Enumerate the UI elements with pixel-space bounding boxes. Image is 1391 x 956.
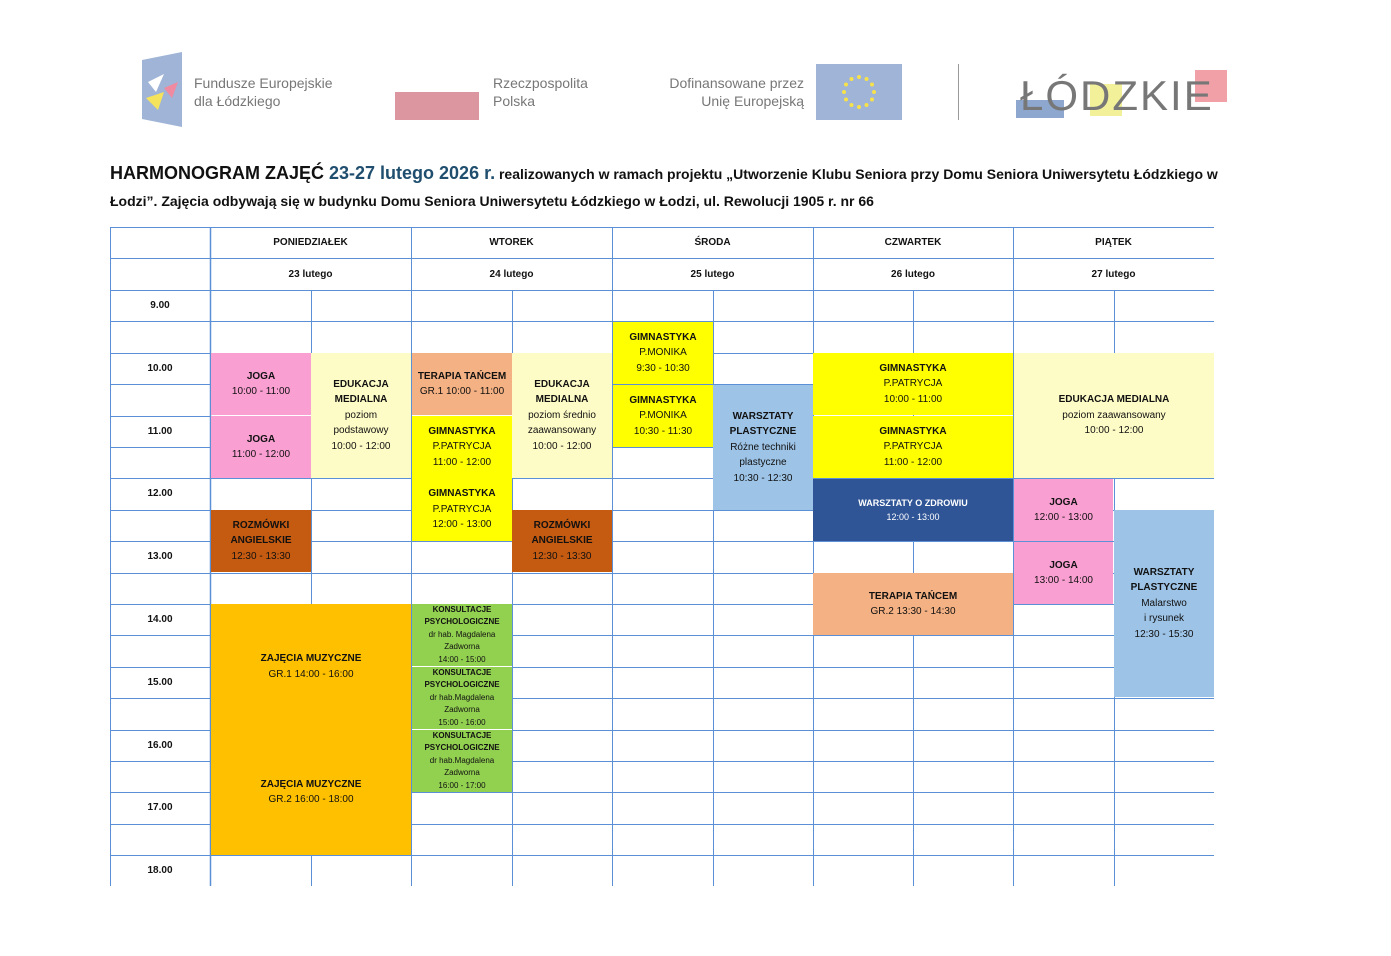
day-header-monday: PONIEDZIAŁEK — [273, 237, 348, 248]
event-rozmowki-tue: ROZMÓWKI ANGIELSKIE 12:30 - 13:30 — [512, 510, 612, 572]
time-label: 15.00 — [147, 677, 173, 688]
rp-line2: Polska — [493, 93, 536, 109]
lodzkie-logo — [1016, 64, 1226, 120]
date-friday: 27 lutego — [1091, 268, 1136, 280]
time-label: 11.00 — [147, 426, 173, 437]
time-label: 13.00 — [147, 551, 173, 562]
rp-line1: Rzeczpospolita — [493, 75, 588, 91]
date-wednesday: 25 lutego — [690, 268, 735, 280]
date-monday: 23 lutego — [288, 268, 333, 280]
event-gimnastyka-wed-1: GIMNASTYKA P.MONIKA 9:30 - 10:30 — [613, 322, 713, 384]
time-label: 10.00 — [147, 363, 173, 374]
day-header-tuesday: WTOREK — [489, 237, 534, 248]
rzeczpospolita-text — [493, 74, 588, 110]
event-konsultacje-3: KONSULTACJE PSYCHOLOGICZNE dr hab.Magdalena Zadworna 16:00 - 17:00 — [412, 730, 512, 792]
event-muzyczne-gr2: ZAJĘCIA MUZYCZNE GR.2 16:00 - 18:00 — [211, 729, 411, 855]
fundusze-europejskie-text — [194, 74, 333, 110]
event-konsultacje-1: KONSULTACJE PSYCHOLOGICZNE dr hab. Magdalena Zadworna 14:00 - 15:00 — [412, 604, 512, 666]
date-thursday: 26 lutego — [891, 268, 935, 280]
time-label: 12.00 — [147, 488, 173, 499]
event-warsztaty-plastyczne-wed: WARSZTATY PLASTYCZNE Różne techniki plastyczne 10:30 - 12:30 — [713, 385, 813, 510]
title-dates: 23-27 lutego 2026 r. — [329, 163, 496, 183]
time-label: 14.00 — [147, 614, 173, 625]
eu-line1: Dofinansowane przez — [669, 75, 804, 91]
event-muzyczne-gr1: ZAJĘCIA MUZYCZNE GR.1 14:00 - 16:00 — [211, 604, 411, 729]
event-gimnastyka-thu-1: GIMNASTYKA P.PATRYCJA 10:00 - 11:00 — [813, 353, 1013, 415]
event-warsztaty-zdrowie: WARSZTATY O ZDROWIU 12:00 - 13:00 — [813, 479, 1013, 541]
event-gimnastyka-thu-2: GIMNASTYKA P.PATRYCJA 11:00 - 12:00 — [813, 416, 1013, 478]
eu-funding-text — [642, 74, 804, 110]
event-rozmowki-mon: ROZMÓWKI ANGIELSKIE 12:30 - 13:30 — [211, 510, 311, 572]
event-edukacja-fri: EDUKACJA MEDIALNA poziom zaawansowany 10:00 - 12:00 — [1014, 353, 1214, 478]
polish-flag-icon — [395, 64, 479, 120]
eu-line2: Unię Europejską — [701, 93, 804, 109]
logo-bar — [0, 0, 1391, 140]
fe-line1: Fundusze Europejskie — [194, 75, 333, 91]
time-label: 9.00 — [150, 300, 170, 311]
event-gimnastyka-wed-2: GIMNASTYKA P.MONIKA 10:30 - 11:30 — [613, 385, 713, 447]
page-title — [110, 160, 1230, 215]
time-label: 18.00 — [147, 865, 173, 876]
event-joga-mon-2: JOGA 11:00 - 12:00 — [211, 416, 311, 478]
event-gimnastyka-tue-1: GIMNASTYKA P.PATRYCJA 11:00 - 12:00 — [412, 416, 512, 478]
time-label: 17.00 — [147, 802, 173, 813]
logo-divider — [958, 64, 959, 120]
time-label: 16.00 — [147, 740, 173, 751]
event-joga-mon-1: JOGA 10:00 - 11:00 — [211, 353, 311, 415]
day-header-wednesday: ŚRODA — [694, 237, 731, 248]
fe-line2: dla Łódzkiego — [194, 93, 281, 109]
event-terapia-tancem-gr1: TERAPIA TAŃCEM GR.1 10:00 - 11:00 — [412, 353, 512, 415]
schedule-table — [110, 227, 1214, 886]
event-warsztaty-plastyczne-fri: WARSZTATY PLASTYCZNE Malarstwo i rysunek 12:30 - 15:30 — [1114, 510, 1214, 697]
day-header-friday: PIĄTEK — [1095, 237, 1132, 248]
fundusze-europejskie-logo — [142, 52, 182, 127]
lodzkie-wordmark: ŁÓDZKIE — [1020, 72, 1214, 119]
eu-flag-icon — [816, 64, 902, 120]
event-gimnastyka-tue-2: GIMNASTYKA P.PATRYCJA 12:00 - 13:00 — [412, 478, 512, 541]
event-konsultacje-2: KONSULTACJE PSYCHOLOGICZNE dr hab.Magdalena Zadworna 15:00 - 16:00 — [412, 667, 512, 729]
event-edukacja-tue: EDUKACJA MEDIALNA poziom średnio zaawansowany 10:00 - 12:00 — [512, 353, 612, 478]
date-tuesday: 24 lutego — [489, 268, 534, 280]
event-joga-fri-2: JOGA 13:00 - 14:00 — [1014, 542, 1113, 604]
event-terapia-tancem-gr2: TERAPIA TAŃCEM GR.2 13:30 - 14:30 — [813, 573, 1013, 635]
title-description: realizowanych w ramach projektu „Utworzenie Klubu Seniora przy Domu Seniora Uniwersytetu Łódzkiego w Łodzi”. Zajęcia odbywają się w budynku Domu Seniora Uniwersytetu Łódzkiego w Łodzi, ul. Rewolucji 1905 r. nr 66 — [110, 166, 1218, 209]
day-header-thursday: CZWARTEK — [884, 237, 942, 248]
event-edukacja-mon: EDUKACJA MEDIALNA poziom podstawowy 10:00 - 12:00 — [311, 353, 411, 478]
event-joga-fri-1: JOGA 12:00 - 13:00 — [1014, 479, 1113, 541]
title-main: HARMONOGRAM ZAJĘĆ — [110, 163, 329, 183]
